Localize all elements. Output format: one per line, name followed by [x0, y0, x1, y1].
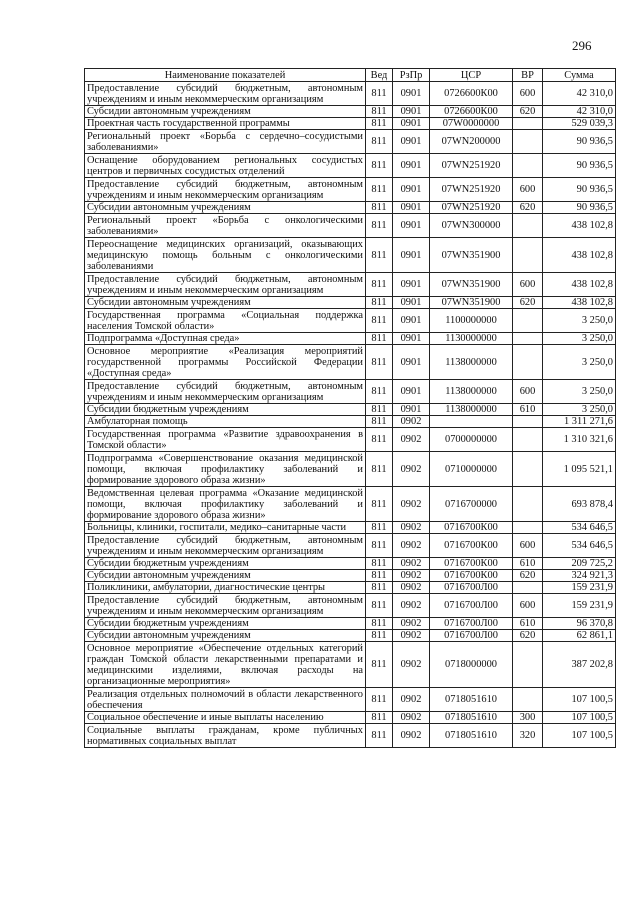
- row-ved: 811: [366, 297, 393, 309]
- row-csr: 1138000000: [430, 404, 513, 416]
- row-name: Основное мероприятие «Реализация мероприятий государственной программы Российской Федерации «Доступная среда»: [85, 345, 366, 380]
- row-rzpr: 0902: [393, 594, 430, 618]
- row-csr: 0716700К00: [430, 570, 513, 582]
- row-csr: 0716700Л00: [430, 582, 513, 594]
- row-csr: 0710000000: [430, 452, 513, 487]
- header-rzpr: РзПр: [393, 69, 430, 82]
- row-sum: 3 250,0: [543, 333, 616, 345]
- row-name: Субсидии автономным учреждениям: [85, 570, 366, 582]
- row-ved: 811: [366, 416, 393, 428]
- row-rzpr: 0902: [393, 630, 430, 642]
- row-ved: 811: [366, 273, 393, 297]
- row-ved: 811: [366, 118, 393, 130]
- row-vr: [513, 345, 543, 380]
- row-sum: 438 102,8: [543, 297, 616, 309]
- row-rzpr: 0901: [393, 106, 430, 118]
- row-sum: 324 921,3: [543, 570, 616, 582]
- row-sum: 1 310 321,6: [543, 428, 616, 452]
- row-sum: 107 100,5: [543, 712, 616, 724]
- row-name: Государственная программа «Социальная поддержка населения Томской области»: [85, 309, 366, 333]
- header-csr: ЦСР: [430, 69, 513, 82]
- row-rzpr: 0901: [393, 178, 430, 202]
- row-sum: 42 310,0: [543, 106, 616, 118]
- row-name: Региональный проект «Борьба с сердечно–сосудистыми заболеваниями»: [85, 130, 366, 154]
- row-vr: 620: [513, 630, 543, 642]
- row-csr: [430, 416, 513, 428]
- row-ved: 811: [366, 570, 393, 582]
- row-rzpr: 0902: [393, 522, 430, 534]
- row-vr: [513, 642, 543, 688]
- row-csr: 0726600К00: [430, 106, 513, 118]
- row-rzpr: 0902: [393, 688, 430, 712]
- row-ved: 811: [366, 428, 393, 452]
- table-row: [85, 82, 616, 106]
- row-csr: 0718051610: [430, 688, 513, 712]
- row-rzpr: 0902: [393, 428, 430, 452]
- row-name: Больницы, клиники, госпитали, медико–санитарные части: [85, 522, 366, 534]
- row-vr: 610: [513, 618, 543, 630]
- row-rzpr: 0901: [393, 380, 430, 404]
- row-vr: 620: [513, 297, 543, 309]
- row-csr: 0726600К00: [430, 82, 513, 106]
- row-sum: 534 646,5: [543, 522, 616, 534]
- row-sum: 107 100,5: [543, 688, 616, 712]
- row-ved: 811: [366, 106, 393, 118]
- row-rzpr: 0902: [393, 487, 430, 522]
- table-row: [85, 534, 616, 558]
- table-row: [85, 178, 616, 202]
- row-csr: 0716700000: [430, 487, 513, 522]
- row-rzpr: 0901: [393, 130, 430, 154]
- row-rzpr: 0901: [393, 82, 430, 106]
- row-rzpr: 0902: [393, 452, 430, 487]
- row-name: Основное мероприятие «Обеспечение отдельных категорий граждан Томской области лекарственными препаратами и медицинскими изделиями, включая расходы на организационные мероприятия»: [85, 642, 366, 688]
- row-ved: 811: [366, 558, 393, 570]
- row-sum: 693 878,4: [543, 487, 616, 522]
- table-row: [85, 106, 616, 118]
- row-csr: 07WN351900: [430, 273, 513, 297]
- row-ved: 811: [366, 154, 393, 178]
- row-vr: [513, 416, 543, 428]
- row-name: Оснащение оборудованием региональных сосудистых центров и первичных сосудистых отделений: [85, 154, 366, 178]
- row-vr: 610: [513, 404, 543, 416]
- row-rzpr: 0901: [393, 309, 430, 333]
- row-ved: 811: [366, 238, 393, 273]
- row-vr: [513, 333, 543, 345]
- row-ved: 811: [366, 712, 393, 724]
- row-rzpr: 0901: [393, 333, 430, 345]
- row-vr: 600: [513, 594, 543, 618]
- row-vr: [513, 309, 543, 333]
- row-ved: 811: [366, 214, 393, 238]
- table-row: [85, 582, 616, 594]
- row-vr: 600: [513, 273, 543, 297]
- table-row: [85, 594, 616, 618]
- row-name: Субсидии бюджетным учреждениям: [85, 404, 366, 416]
- budget-table: [84, 68, 616, 748]
- row-vr: 620: [513, 570, 543, 582]
- table-row: [85, 558, 616, 570]
- table-row: [85, 642, 616, 688]
- row-name: Субсидии автономным учреждениям: [85, 630, 366, 642]
- row-csr: 0716700К00: [430, 534, 513, 558]
- row-rzpr: 0902: [393, 642, 430, 688]
- row-ved: 811: [366, 724, 393, 748]
- row-ved: 811: [366, 309, 393, 333]
- row-csr: 0716700К00: [430, 558, 513, 570]
- row-ved: 811: [366, 534, 393, 558]
- row-ved: 811: [366, 178, 393, 202]
- table-row: [85, 345, 616, 380]
- row-rzpr: 0902: [393, 534, 430, 558]
- row-csr: 07WN200000: [430, 130, 513, 154]
- row-sum: 1 095 521,1: [543, 452, 616, 487]
- row-rzpr: 0902: [393, 558, 430, 570]
- table-row: [85, 297, 616, 309]
- row-rzpr: 0901: [393, 238, 430, 273]
- row-ved: 811: [366, 202, 393, 214]
- row-rzpr: 0902: [393, 582, 430, 594]
- row-name: Переоснащение медицинских организаций, оказывающих медицинскую помощь больным с онкологическими заболеваниями: [85, 238, 366, 273]
- row-rzpr: 0901: [393, 404, 430, 416]
- table-body: [85, 82, 616, 748]
- row-sum: 96 370,8: [543, 618, 616, 630]
- table-row: [85, 202, 616, 214]
- row-vr: 600: [513, 380, 543, 404]
- row-vr: [513, 487, 543, 522]
- row-rzpr: 0902: [393, 570, 430, 582]
- page-number: 296: [572, 38, 592, 53]
- row-csr: 07WN351900: [430, 238, 513, 273]
- row-vr: [513, 428, 543, 452]
- row-csr: 1138000000: [430, 380, 513, 404]
- row-ved: 811: [366, 594, 393, 618]
- row-ved: 811: [366, 618, 393, 630]
- row-ved: 811: [366, 487, 393, 522]
- row-vr: [513, 582, 543, 594]
- row-name: Ведомственная целевая программа «Оказание медицинской помощи, включая профилактику заболеваний и формирование здорового образа жизни»: [85, 487, 366, 522]
- row-sum: 438 102,8: [543, 273, 616, 297]
- row-rzpr: 0901: [393, 345, 430, 380]
- row-name: Подпрограмма «Доступная среда»: [85, 333, 366, 345]
- row-csr: 1100000000: [430, 309, 513, 333]
- table-row: [85, 618, 616, 630]
- table-row: [85, 712, 616, 724]
- table-row: [85, 154, 616, 178]
- header-ved: Вед: [366, 69, 393, 82]
- row-vr: 600: [513, 534, 543, 558]
- row-csr: 0716700Л00: [430, 630, 513, 642]
- row-sum: 90 936,5: [543, 154, 616, 178]
- row-csr: 0700000000: [430, 428, 513, 452]
- row-name: Реализация отдельных полномочий в области лекарственного обеспечения: [85, 688, 366, 712]
- table-row: [85, 273, 616, 297]
- header-vr: ВР: [513, 69, 543, 82]
- row-name: Предоставление субсидий бюджетным, автономным учреждениям и иным некоммерческим организациям: [85, 594, 366, 618]
- row-rzpr: 0901: [393, 118, 430, 130]
- table-row: [85, 118, 616, 130]
- row-csr: 07WN251920: [430, 178, 513, 202]
- table-row: [85, 214, 616, 238]
- row-rzpr: 0901: [393, 154, 430, 178]
- row-rzpr: 0902: [393, 712, 430, 724]
- row-ved: 811: [366, 630, 393, 642]
- row-sum: 438 102,8: [543, 214, 616, 238]
- row-csr: 07WN300000: [430, 214, 513, 238]
- row-csr: 0718000000: [430, 642, 513, 688]
- table-row: [85, 416, 616, 428]
- row-vr: [513, 238, 543, 273]
- row-sum: 3 250,0: [543, 345, 616, 380]
- row-csr: 07WN351900: [430, 297, 513, 309]
- row-csr: 0716700Л00: [430, 594, 513, 618]
- table-row: [85, 309, 616, 333]
- table-row: [85, 688, 616, 712]
- row-csr: 0718051610: [430, 724, 513, 748]
- row-ved: 811: [366, 333, 393, 345]
- table-row: [85, 404, 616, 416]
- row-name: Субсидии автономным учреждениям: [85, 202, 366, 214]
- table-row: [85, 570, 616, 582]
- table-header-row: [85, 69, 616, 82]
- row-ved: 811: [366, 404, 393, 416]
- row-sum: 90 936,5: [543, 202, 616, 214]
- row-sum: 62 861,1: [543, 630, 616, 642]
- row-sum: 209 725,2: [543, 558, 616, 570]
- row-rzpr: 0902: [393, 618, 430, 630]
- row-sum: 3 250,0: [543, 404, 616, 416]
- row-csr: 0716700К00: [430, 522, 513, 534]
- row-ved: 811: [366, 345, 393, 380]
- row-name: Субсидии бюджетным учреждениям: [85, 618, 366, 630]
- row-csr: 0716700Л00: [430, 618, 513, 630]
- row-sum: 3 250,0: [543, 380, 616, 404]
- row-csr: 07WN251920: [430, 202, 513, 214]
- row-csr: 1130000000: [430, 333, 513, 345]
- row-vr: [513, 522, 543, 534]
- row-rzpr: 0901: [393, 273, 430, 297]
- table-row: [85, 130, 616, 154]
- row-csr: 07WN251920: [430, 154, 513, 178]
- row-name: Предоставление субсидий бюджетным, автономным учреждениям и иным некоммерческим организациям: [85, 273, 366, 297]
- row-name: Субсидии автономным учреждениям: [85, 297, 366, 309]
- row-sum: 3 250,0: [543, 309, 616, 333]
- row-vr: [513, 130, 543, 154]
- row-vr: [513, 688, 543, 712]
- table-row: [85, 487, 616, 522]
- row-csr: 1138000000: [430, 345, 513, 380]
- row-csr: 0718051610: [430, 712, 513, 724]
- table-row: [85, 724, 616, 748]
- row-ved: 811: [366, 522, 393, 534]
- row-name: Субсидии автономным учреждениям: [85, 106, 366, 118]
- row-vr: [513, 154, 543, 178]
- row-name: Субсидии бюджетным учреждениям: [85, 558, 366, 570]
- row-name: Социальное обеспечение и иные выплаты населению: [85, 712, 366, 724]
- header-sum: Сумма: [543, 69, 616, 82]
- table-row: [85, 452, 616, 487]
- row-vr: 300: [513, 712, 543, 724]
- table-row: [85, 522, 616, 534]
- row-ved: 811: [366, 688, 393, 712]
- row-sum: 42 310,0: [543, 82, 616, 106]
- row-name: Подпрограмма «Совершенствование оказания медицинской помощи, включая профилактику заболеваний и формирование здорового образа жизни»: [85, 452, 366, 487]
- table-row: [85, 333, 616, 345]
- row-name: Региональный проект «Борьба с онкологическими заболеваниями»: [85, 214, 366, 238]
- row-name: Поликлиники, амбулатории, диагностические центры: [85, 582, 366, 594]
- row-sum: 90 936,5: [543, 178, 616, 202]
- row-name: Амбулаторная помощь: [85, 416, 366, 428]
- row-sum: 534 646,5: [543, 534, 616, 558]
- row-rzpr: 0901: [393, 297, 430, 309]
- row-name: Предоставление субсидий бюджетным, автономным учреждениям и иным некоммерческим организациям: [85, 178, 366, 202]
- row-sum: 387 202,8: [543, 642, 616, 688]
- row-vr: [513, 214, 543, 238]
- row-sum: 529 039,3: [543, 118, 616, 130]
- row-vr: 610: [513, 558, 543, 570]
- table-row: [85, 380, 616, 404]
- row-ved: 811: [366, 82, 393, 106]
- row-rzpr: 0902: [393, 724, 430, 748]
- row-vr: 620: [513, 106, 543, 118]
- row-vr: 320: [513, 724, 543, 748]
- row-name: Социальные выплаты гражданам, кроме публичных нормативных социальных выплат: [85, 724, 366, 748]
- row-rzpr: 0901: [393, 214, 430, 238]
- row-sum: 90 936,5: [543, 130, 616, 154]
- row-sum: 438 102,8: [543, 238, 616, 273]
- row-ved: 811: [366, 642, 393, 688]
- row-csr: 07W0000000: [430, 118, 513, 130]
- table-row: [85, 238, 616, 273]
- row-vr: [513, 118, 543, 130]
- row-sum: 159 231,9: [543, 582, 616, 594]
- table-row: [85, 428, 616, 452]
- row-name: Предоставление субсидий бюджетным, автономным учреждениям и иным некоммерческим организациям: [85, 380, 366, 404]
- row-name: Проектная часть государственной программы: [85, 118, 366, 130]
- row-vr: 620: [513, 202, 543, 214]
- row-rzpr: 0901: [393, 202, 430, 214]
- table-row: [85, 630, 616, 642]
- row-sum: 1 311 271,6: [543, 416, 616, 428]
- row-sum: 107 100,5: [543, 724, 616, 748]
- row-vr: 600: [513, 178, 543, 202]
- row-ved: 811: [366, 582, 393, 594]
- row-sum: 159 231,9: [543, 594, 616, 618]
- row-ved: 811: [366, 380, 393, 404]
- row-name: Государственная программа «Развитие здравоохранения в Томской области»: [85, 428, 366, 452]
- row-ved: 811: [366, 130, 393, 154]
- header-name: Наименование показателей: [85, 69, 366, 82]
- row-ved: 811: [366, 452, 393, 487]
- row-vr: 600: [513, 82, 543, 106]
- row-rzpr: 0902: [393, 416, 430, 428]
- row-vr: [513, 452, 543, 487]
- row-name: Предоставление субсидий бюджетным, автономным учреждениям и иным некоммерческим организациям: [85, 534, 366, 558]
- row-name: Предоставление субсидий бюджетным, автономным учреждениям и иным некоммерческим организациям: [85, 82, 366, 106]
